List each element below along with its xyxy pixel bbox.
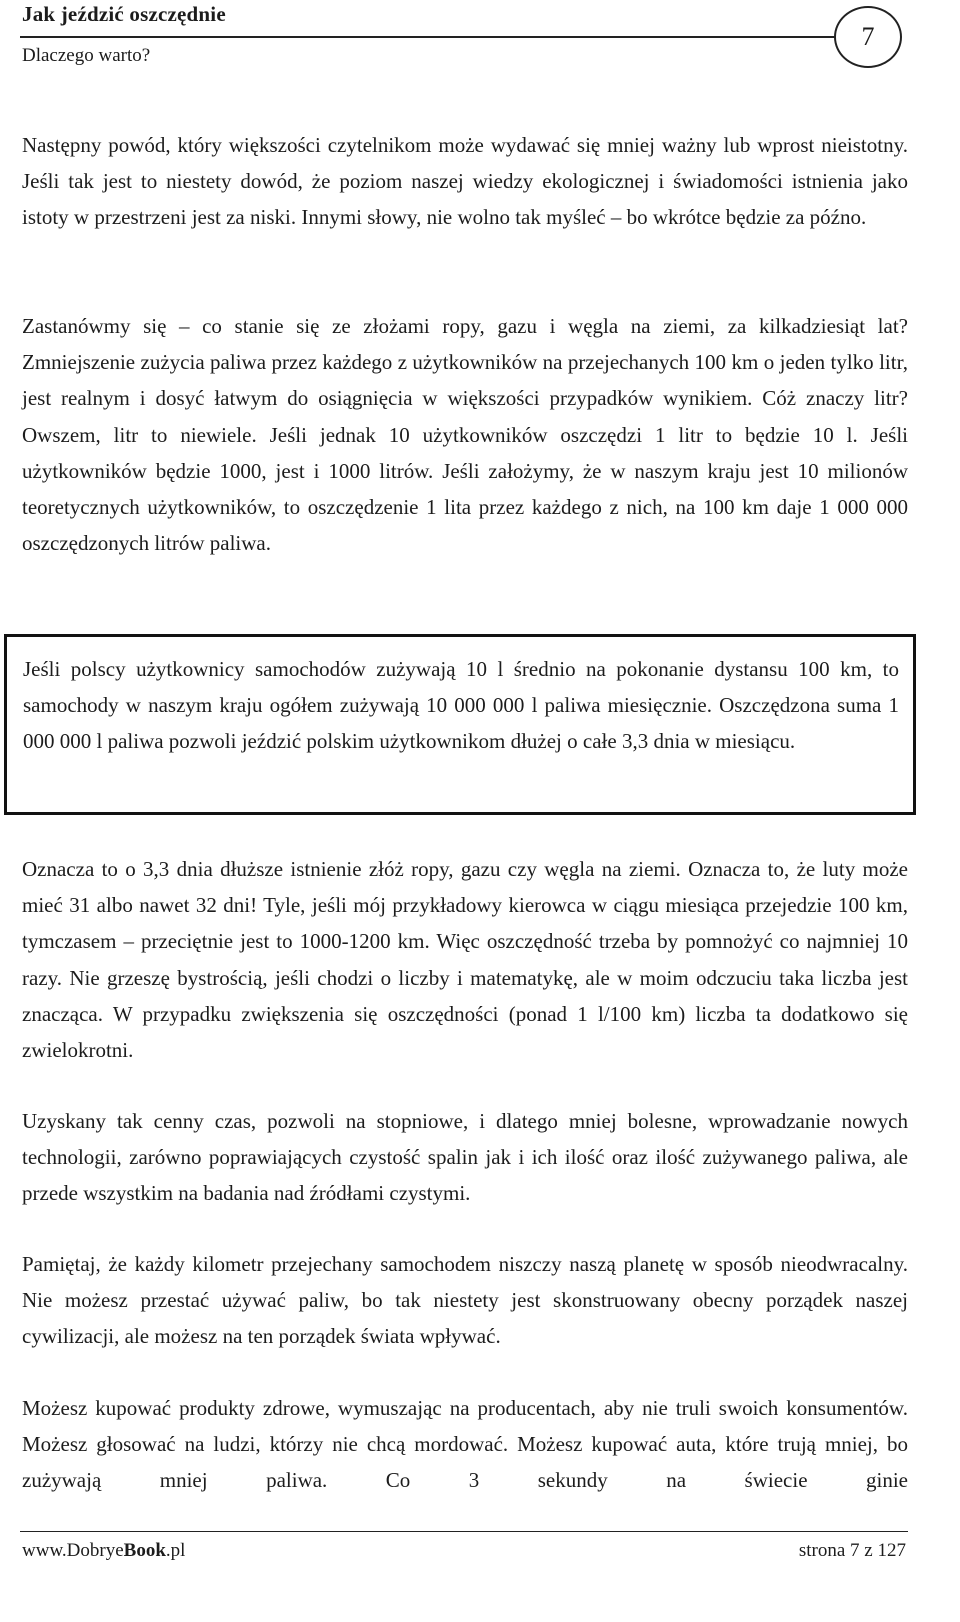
header-subtitle: Dlaczego warto?	[22, 45, 151, 66]
paragraph-1: Następny powód, który większości czytelnikom może wydawać się mniej ważny lub wprost nieistotny. Jeśli tak jest to niestety dowód, że poziom naszej wiedzy ekologicznej i świadomości istnienia jako istoty w przestrzeni jest za niski. Innymi słowy, nie wolno tak myśleć – bo wkrótce będzie za późno.	[22, 133, 908, 230]
footer-site-prefix: www.Dobrye	[22, 1540, 124, 1561]
header-rule	[20, 36, 836, 38]
paragraph-7: Możesz kupować produkty zdrowe, wymuszając na producentach, aby nie truli swoich konsumentów. Możesz głosować na ludzi, którzy nie chcą mordować. Możesz kupować auta, które trują mniej, bo zużywają mniej paliwa. Co 3 sekundy na świecie ginie	[22, 1396, 908, 1493]
paragraph-5: Uzyskany tak cenny czas, pozwoli na stopniowe, i dlatego mniej bolesne, wprowadzanie nowych technologii, zarówno poprawiających czystość spalin jak i ich ilość oraz ilość zużywanego paliwa, ale przede wszystkim na badania nad źródłami czystymi.	[22, 1109, 908, 1206]
paragraph-2: Zastanówmy się – co stanie się ze złożami ropy, gazu i węgla na ziemi, za kilkadziesiąt lat? Zmniejszenie zużycia paliwa przez każdego z użytkowników na przejechanych 100 km o jeden tylko litr, jest realnym i dosyć łatwym do osiągnięcia w większości przypadków wynikiem. Cóż znaczy litr? Owszem, litr to niewiele. Jeśli jednak 10 użytkowników oszczędzi 1 litr to będzie 10 l. Jeśli użytkowników będzie 1000, jest i 1000 litrów. Jeśli założymy, że w naszym kraju jest 10 milionów teoretycznych użytkowników, to oszczędzenie 1 lita przez każdego z nich, na 100 km daje 1 000 000 oszczędzonych litrów paliwa.	[22, 314, 908, 556]
highlight-box-text: Jeśli polscy użytkownicy samochodów zużywają 10 l średnio na pokonanie dystansu 100 km, to samochody w naszym kraju ogółem zużywają 10 000 000 l paliwa miesięcznie. Oszczędzona suma 1 000 000 l paliwa pozwoli jeździć polskim użytkownikom dłużej o całe 3,3 dnia w miesiącu.	[23, 657, 899, 754]
footer-page-info: strona 7 z 127	[798, 1540, 906, 1561]
highlight-box	[4, 634, 916, 815]
footer-rule	[20, 1531, 908, 1532]
paragraph-6: Pamiętaj, że każdy kilometr przejechany samochodem niszczy naszą planetę w sposób nieodwracalny. Nie możesz przestać używać paliw, bo tak niestety jest skonstruowany obecny porządek naszej cywilizacji, ale możesz na ten porządek świata wpływać.	[22, 1252, 908, 1349]
footer-site-bold: Book	[123, 1540, 166, 1561]
page-number-badge	[834, 6, 902, 68]
page-number: 7	[861, 22, 875, 51]
paragraph-4: Oznacza to o 3,3 dnia dłuższe istnienie złóż ropy, gazu czy węgla na ziemi. Oznacza to, że luty może mieć 31 albo nawet 32 dni! Tyle, jeśli mój przykładowy kierowca w ciągu miesiąca przejedzie 100 km, tymczasem – przeciętnie jest to 1000-1200 km. Więc oszczędność trzeba by pomnożyć co najmniej 10 razy. Nie grzeszę bystrością, jeśli chodzi o liczby i matematykę, ale w moim odczuciu taka liczba jest znacząca. W przypadku zwiększenia się oszczędności (ponad 1 l/100 km) liczba ta dodatkowo się zwielokrotni.	[22, 857, 908, 1063]
footer-site-suffix: .pl	[165, 1540, 186, 1561]
header-title: Jak jeździć oszczędnie	[22, 2, 226, 26]
footer-site-link[interactable]	[22, 1540, 185, 1562]
